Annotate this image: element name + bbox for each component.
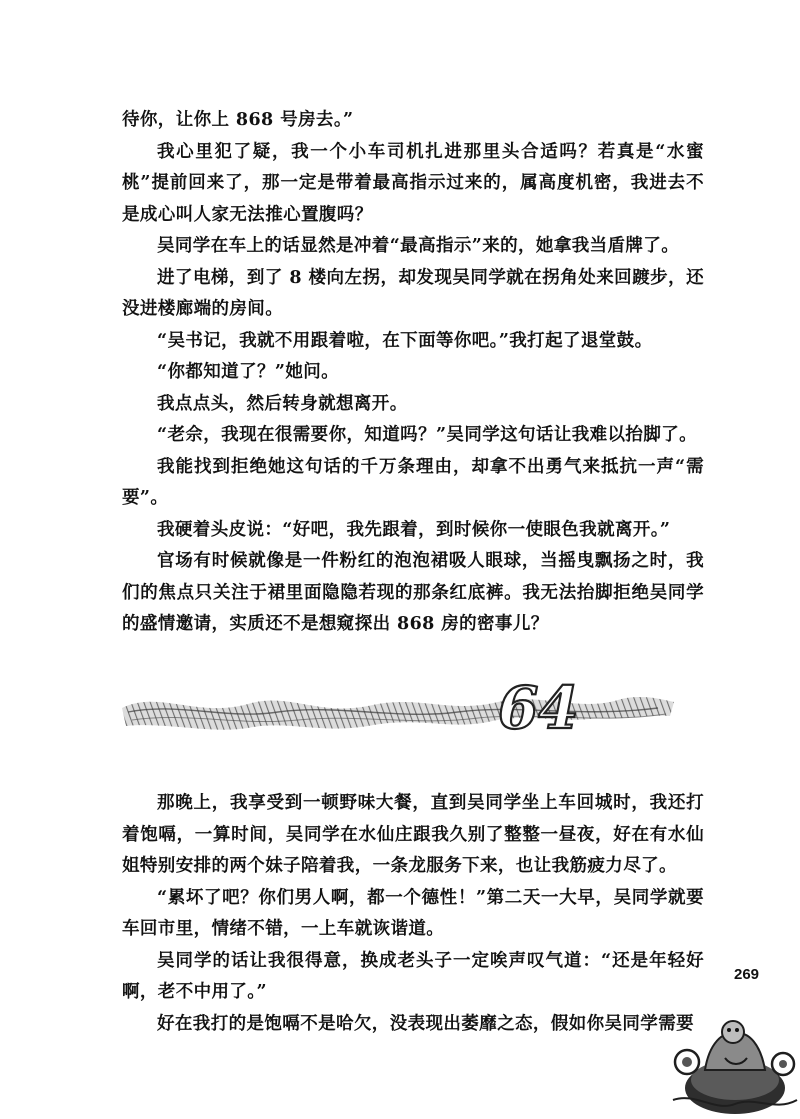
paragraph: 我硬着头皮说：“好吧，我先跟着，到时候你一使眼色我就离开。”: [157, 519, 671, 540]
paragraph: 好在我打的是饱嗝不是哈欠，没表现出萎靡之态，假如你吴同学需要: [157, 1013, 694, 1034]
paragraph: “吴书记，我就不用跟着啦，在下面等你吧。”我打起了退堂鼓。: [157, 330, 653, 351]
text-section-top: [122, 105, 704, 641]
paragraph: 我心里犯了疑，我一个小车司机扎进那里头合适吗？若真是“水蜜桃”提前回来了，那一定是带着最高指示过来的，属高度机密，我进去不是成心叫人家无法推心置腹吗？: [122, 141, 704, 225]
paragraph: “老佘，我现在很需要你，知道吗？”吴同学这句话让我难以抬脚了。: [157, 425, 698, 445]
paragraph: 那晚上，我享受到一顿野味大餐，直到吴同学坐上车回城时，我还打着饱嗝，一算时间，吴同学在水仙庄跟我久别了整整一昼夜，好在有水仙姐特别安排的两个妹子陪着我，一条龙服务下来，也让我筋疲力尽了。: [122, 793, 704, 876]
paragraph: “累坏了吧？你们男人啊，都一个德性！”第二天一大早，吴同学就要车回市里，情绪不错，一上车就诙谐道。: [122, 887, 704, 939]
paragraph: 吴同学的话让我很得意，换成老头子一定唉声叹气道：“还是年轻好啊，老不中用了。”: [122, 950, 704, 1002]
chapter-number: 64: [498, 674, 579, 742]
paragraph: “你都知道了？”她问。: [157, 362, 340, 382]
paragraph: 官场有时候就像是一件粉红的泡泡裙吸人眼球，当摇曳飘扬之时，我们的焦点只关注于裙里面隐隐若现的那条红底裤。我无法抬脚拒绝吴同学的盛情邀请，实质还不是想窥探出 868 房的密事儿？: [122, 551, 704, 634]
paragraph: 我能找到拒绝她这句话的千万条理由，却拿不出勇气来抵抗一声“需要”。: [122, 456, 704, 508]
paragraph: 我点点头，然后转身就想离开。: [157, 393, 408, 414]
paragraph: 吴同学在车上的话显然是冲着“最高指示”来的，她拿我当盾牌了。: [157, 236, 680, 256]
paragraph: 待你，让你上 868 号房去。”: [122, 110, 354, 130]
page-number: 269: [734, 966, 760, 983]
text-section-bottom: [122, 788, 704, 1040]
ornament-cluster-icon: [665, 1000, 800, 1119]
paragraph: 进了电梯，到了 8 楼向左拐，却发现吴同学就在拐角处来回踱步，还没进楼廊端的房间。: [122, 267, 704, 319]
chapter-banner: [118, 668, 678, 746]
